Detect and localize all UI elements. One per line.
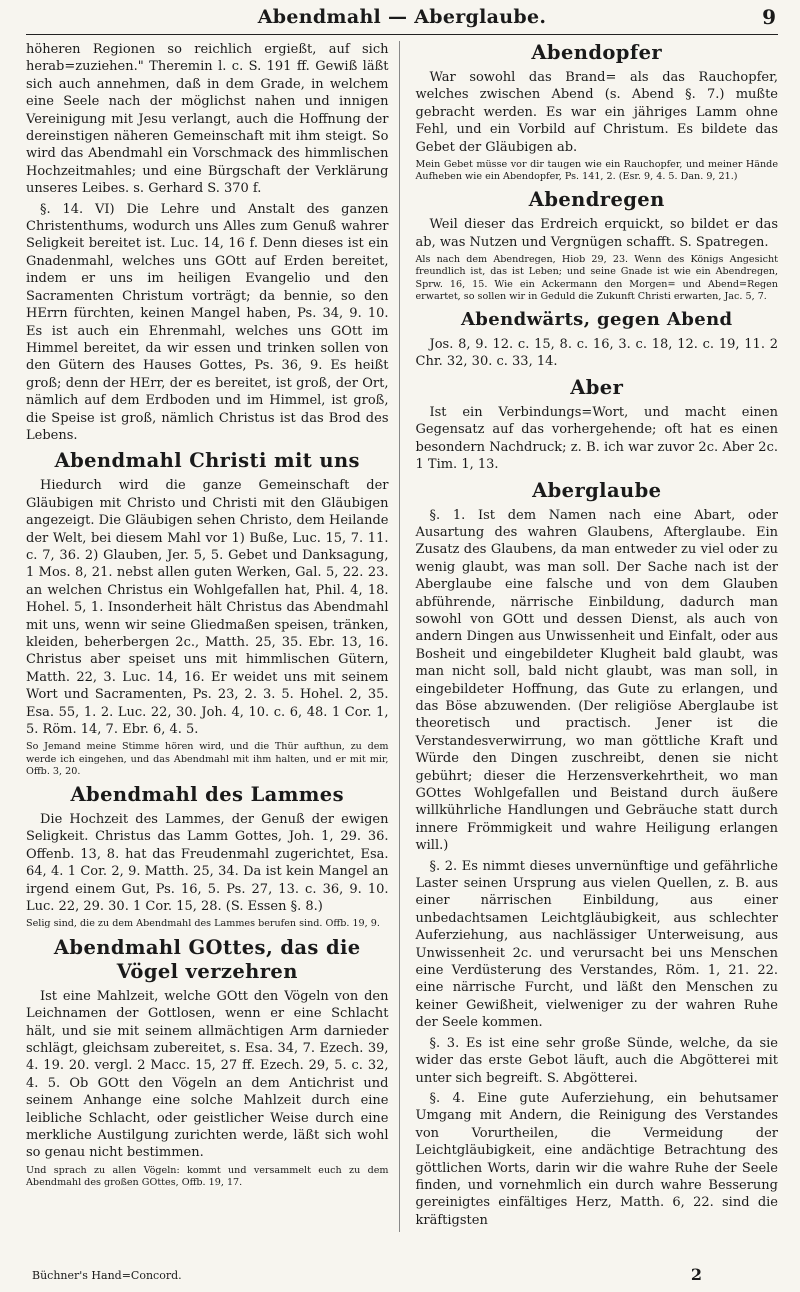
abendwaerts-paragraph: Jos. 8, 9. 12. c. 15, 8. c. 16, 3. c. 18, 12. c. 19, 11. 2 Chr. 32, 30. c. 33, 14.	[415, 337, 778, 370]
heading-abendmahl-lammes: Abendmahl des Lammes	[70, 783, 344, 807]
abendregen-paragraph: Weil dieser das Erdreich erquickt, so bildet er das ab, was Nutzen und Vergnügen schafft. S. Spatregen.	[415, 217, 778, 250]
gottes-paragraph: Ist eine Mahlzeit, welche GOtt den Vögeln von den Leichnamen der Gottlosen, wenn er eine Schlacht hält, und sie mit seinem allmächtigen Arm darnieder schlägt, gleichsam zubereitet, s. Esa. 34, 7. Ezech. 39, 4. 19. 20. vergl. 2 Macc. 15, 27 ff. Ezech. 29, 5. c. 32, 4. 5. Ob GOtt den Vögeln an dem Antichrist und seinem Anhange eine solche Mahlzeit durch eine leibliche Schlacht, oder geistlicher Weise durch eine merkliche Austilgung zurichten werde, läßt sich wohl so genau nicht bestimmen.	[26, 988, 389, 1161]
aberglaube-section-3: §. 3. Es ist eine sehr große Sünde, welche, da sie wider das erste Gebot läuft, auch die Abgötterei mit unter sich begreift. S. Abgötterei.	[415, 1035, 778, 1086]
signature-mark: 2	[690, 1265, 702, 1284]
heading-aberglaube: Aberglaube	[532, 478, 662, 502]
abendopfer-paragraph: War sowohl das Brand= als das Rauchopfer, welches zwischen Abend (s. Abend §. 7.) mußte gebracht werden. Es war ein jähriges Lamm ohne Fehl, und ein Vorbild auf Christum. Es bildete das Gebet der Gläubigen ab.	[415, 70, 778, 155]
lammes-quote: Selig sind, die zu dem Abendmahl des Lammes berufen sind. Offb. 19, 9.	[26, 918, 380, 930]
right-column	[416, 41, 779, 1232]
abendopfer-quote: Mein Gebet müsse vor dir taugen wie ein Rauchopfer, und meiner Hände Aufheben wie ein Abendopfer, Ps. 141, 2. (Esr. 9, 4. 5. Dan. 9, 21.)	[415, 159, 778, 183]
intro-paragraph: höheren Regionen so reichlich ergießt, auf sich herab=zuziehen." Theremin l. c. S. 191 ff. Gewiß läßt sich auch annehmen, daß in dem Grade, in welchem eine Seele nach der möglichst nahen und innigen Vereinigung mit Jesu verlangt, auch die Hoffnung der dereinstigen näheren Gemeinschaft mit ihm steigt. So wird das Abendmahl ein Vorschmack des himmlischen Hochzeitmahles; und eine Bürgschaft der Verklärung unseres Leibes. s. Gerhard S. 370 f.	[26, 42, 389, 197]
abendregen-quote: Als nach dem Abendregen, Hiob 29, 23. Wenn des Königs Angesicht freundlich ist, das ist Leben; und seine Gnade ist wie ein Abendregen, Sprw. 16, 15. Wie ein Ackermann den Morgen= und Abend=Regen erwartet, so sollen wir in Geduld die Zukunft Christi erwarten, Jac. 5, 7.	[415, 254, 778, 302]
footer-imprint: Büchner's Hand=Concord.	[32, 1269, 182, 1282]
page-number: 9	[762, 5, 776, 29]
gottes-quote: Und sprach zu allen Vögeln: kommt und versammelt euch zu dem Abendmahl des großen GOttes, Offb. 19, 17.	[26, 1164, 389, 1188]
section-14-paragraph: §. 14. VI) Die Lehre und Anstalt des ganzen Christenthums, wodurch uns Alles zum Genuß wahrer Seligkeit bereitet ist. Luc. 14, 16 f. Denn dieses ist ein Gnadenmahl, welches uns GOtt auf Erden bereitet, indem er uns im heiligen Evangelio und den Sacramenten Christum vorträgt; da bennie, so den HErrn fürchten, keinen Mangel haben, Ps. 34, 9. 10. Es ist auch ein Ehrenmahl, welches uns GOtt im Himmel bereitet, da wir essen und trinken sollen von den Gütern des Hauses Gottes, Ps. 36, 9. Es heißt groß; denn der HErr, der es bereitet, ist groß, der Ort, nämlich auf dem Erdboden und im Himmel, ist groß, die Speise ist groß, nämlich Christus ist das Brod des Lebens.	[26, 201, 389, 443]
christi-paragraph: Hiedurch wird die ganze Gemeinschaft der Gläubigen mit Christo und Christi mit den Gläubigen angezeigt. Die Gläubigen sehen Christo, dem Heilande der Welt, bei diesem Mahl vor 1) Buße, Luc. 15, 7. 11. c. 7, 36. 2) Glauben, Jer. 5, 5. Gebet und Danksagung, 1 Mos. 8, 21. nebst allen guten Werken, Gal. 5, 22. 23. an welchen Christus ein Wohlgefallen hat, Phil. 4, 18. Hohel. 5, 1. Insonderheit hält Christus das Abendmahl mit uns, wenn wir seine Gliedmaßen speisen, tränken, kleiden, beherbergen 2c., Matth. 25, 35. Ebr. 13, 16. Christus aber speiset uns mit himmlischen Gütern, Matth. 22, 3. Luc. 14, 16. Er weidet uns mit seinem Wort und Sacramenten, Ps. 23, 2. 3. 5. Hohel. 2, 35. Esa. 55, 1. 2. Luc. 22, 30. Joh. 4, 10. c. 6, 48. 1 Cor. 1, 5. Röm. 14, 7. Ebr. 6, 4. 5.	[26, 478, 389, 738]
heading-aber: Aber	[570, 375, 624, 399]
aberglaube-section-4: §. 4. Eine gute Auferziehung, ein behutsamer Umgang mit Andern, die Reinigung des Verstandes von Vorurtheilen, die Vermeidung der Leichtgläubigkeit, eine andächtige Betrachtung des göttlichen Worts, darin wir die wahre Ruhe der Seele finden, und vornehmlich ein durch wahre Besserung gereinigtes einfältiges Herz, Matth. 6, 22. sind die kräftigsten	[415, 1090, 778, 1228]
header-title: Abendmahl — Aberglaube.	[257, 6, 547, 28]
heading-abendwaerts: Abendwärts, gegen Abend	[460, 309, 733, 331]
aberglaube-section-1: §. 1. Ist dem Namen nach eine Abart, oder Ausartung des wahren Glaubens, Afterglaube. Ein Zusatz des Glaubens, da man entweder zu viel oder zu wenig glaubt, was man soll. Der Sache nach ist der Aberglaube eine falsche und von dem Glauben abführende, närrische Einbildung, dadurch man sowohl von GOtt und dessen Dienst, als auch von andern Dingen aus Unwissenheit und Einfalt, oder aus Bosheit und eingebildeter Klugheit bald glaubt, was man nicht soll, bald nicht glaubt, was man soll, in eingebildeter Hoffnung, das Gute zu erlangen, und das Böse abzuwenden. (Der religiöse Aberglaube ist theoretisch und practisch. Jener ist die Verstandesverwirrung, wo man göttliche Kraft und Würde den Dingen zuschreibt, denen sie nicht gebührt; dieser die Herzensverkehrtheit, wo man GOttes Wohlgefallen und Beistand durch äußere willkührliche Handlungen und Gebräuche statt durch innere Frömmigkeit und wahre Heiligung erlangen will.)	[415, 507, 778, 854]
heading-abendopfer: Abendopfer	[531, 41, 663, 64]
left-column	[26, 41, 400, 1232]
heading-abendmahl-christi: Abendmahl Christi mit uns	[54, 449, 360, 473]
christi-quote: So Jemand meine Stimme hören wird, und die Thür aufthun, zu dem werde ich eingehen, und das Abendmahl mit ihm halten, und er mit mir, Offb. 3, 20.	[26, 741, 389, 777]
heading-abendregen: Abendregen	[528, 188, 665, 212]
heading-abendmahl-gottes: Abendmahl GOttes, das die Vögel verzehren	[53, 935, 361, 983]
aber-paragraph: Ist ein Verbindungs=Wort, und macht einen Gegensatz auf das vorhergehende; oft hat es einen besondern Nachdruck; z. B. ich war zuvor 2c. Aber 2c. 1 Tim. 1, 13.	[415, 404, 778, 473]
aberglaube-section-2: §. 2. Es nimmt dieses unvernünftige und gefährliche Laster seinen Ursprung aus vielen Quellen, z. B. aus einer närrischen Einbildung, aus einer unbedachtsamen Leichtgläubigkeit, aus schlechter Auferziehung, aus nachlässiger Unterweisung, aus Unwissenheit 2c. und verursacht bei uns Menschen eine Verdüsterung des Verstandes, Röm. 1, 21. 22. eine närrische Furcht, und läßt den Menschen zu keiner Gewißheit, vielweniger zu der wahren Ruhe der Seele kommen.	[415, 858, 778, 1031]
two-column-body	[26, 41, 778, 1232]
lammes-paragraph: Die Hochzeit des Lammes, der Genuß der ewigen Seligkeit. Christus das Lamm Gottes, Joh. 1, 29. 36. Offenb. 13, 8. hat das Freudenmahl zugerichtet, Esa. 64, 4. 1 Cor. 2, 9. Matth. 25, 34. Da ist kein Mangel an irgend einem Gut, Ps. 16, 5. Ps. 27, 13. c. 36, 9. 10. Luc. 22, 29. 30. 1 Cor. 15, 28. (S. Essen §. 8.)	[26, 812, 389, 915]
running-header	[26, 0, 778, 35]
